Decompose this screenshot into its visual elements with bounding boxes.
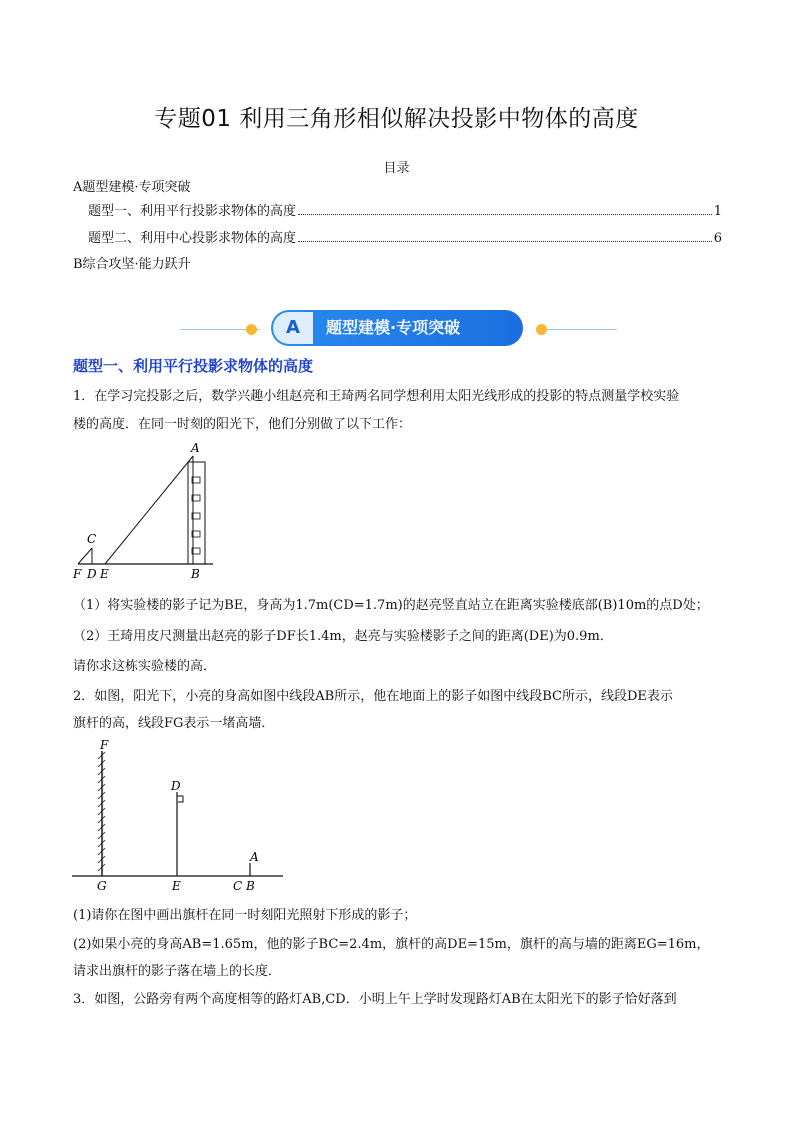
toc-part-b[interactable]: B综合攻坚·能力跃升 xyxy=(73,257,191,272)
page-title: 专题01 利用三角形相似解决投影中物体的高度 xyxy=(154,106,639,132)
label-g: G xyxy=(97,879,107,893)
toc-heading: 目录 xyxy=(383,161,410,176)
banner-left-dot xyxy=(246,324,257,335)
label-c: C xyxy=(87,532,97,546)
label-e: E xyxy=(172,879,181,893)
banner-right-line xyxy=(547,329,617,330)
label-b: B xyxy=(246,879,255,893)
label-f: F xyxy=(73,567,82,581)
problem1-stem-1: 1．在学习完投影之后，数学兴趣小组赵亮和王琦两名同学想利用太阳光线形成的投影的特点测量学校实验 xyxy=(73,389,680,404)
flag xyxy=(177,796,183,802)
problem3-stem-1: 3．如图，公路旁有两个高度相等的路灯AB,CD．小明上午上学时发现路灯AB在太阳光下的影子恰好落到 xyxy=(73,992,677,1007)
label-d: D xyxy=(87,567,97,581)
label-f: F xyxy=(100,738,109,752)
toc-item-page: 6 xyxy=(713,231,722,246)
label-a: A xyxy=(191,441,200,455)
problem2-question-1: (1)请你在图中画出旗杆在同一时刻阳光照射下形成的影子； xyxy=(73,908,417,923)
problem1-question: 请你求这栋实验楼的高． xyxy=(73,659,217,674)
label-e: E xyxy=(100,567,109,581)
sun-ray-ae xyxy=(105,456,193,564)
label-a: A xyxy=(250,850,259,864)
problem1-item-1: （1）将实验楼的影子记为BE，身高为1.7m(CD=1.7m)的赵亮竖直站立在距离实验楼底部(B)10m的点D处； xyxy=(73,598,709,613)
section-banner xyxy=(271,310,523,346)
toc-part-a[interactable]: A题型建模·专项突破 xyxy=(73,180,191,195)
section-title: 题型一、利用平行投影求物体的高度 xyxy=(73,357,314,375)
label-d: D xyxy=(171,779,181,793)
problem1-stem-2: 楼的高度．在同一时刻的阳光下，他们分别做了以下工作： xyxy=(73,417,412,432)
toc-item-page: 1 xyxy=(713,204,722,219)
banner-text: 题型建模·专项突破 xyxy=(326,318,461,337)
figure-flagpole-wall xyxy=(70,735,290,895)
toc-leader-dots xyxy=(298,214,712,215)
banner-right-dot xyxy=(536,324,547,335)
toc-item-label: 题型二、利用中心投影求物体的高度 xyxy=(88,231,297,246)
banner-letter: A xyxy=(273,312,313,344)
problem2-stem-2: 旗杆的高，线段FG表示一堵高墙． xyxy=(73,716,275,731)
problem2-stem-1: 2．如图，阳光下，小亮的身高如图中线段AB所示，他在地面上的影子如图中线段BC所示，线段DE表示 xyxy=(73,689,673,704)
figure-building-shadow xyxy=(70,440,220,582)
toc-item-1[interactable] xyxy=(88,200,722,219)
problem2-question-2: (2)如果小亮的身高AB=1.65m，他的影子BC=2.4m，旗杆的高DE=15m，旗杆的高与墙的距离EG=16m， xyxy=(73,937,710,952)
toc-item-label: 题型一、利用平行投影求物体的高度 xyxy=(88,204,297,219)
problem1-item-2: （2）王琦用皮尺测量出赵亮的影子DF长1.4m，赵亮与实验楼影子之间的距离(DE)为0.9m． xyxy=(73,629,613,644)
toc-item-2[interactable] xyxy=(88,227,722,246)
problem2-question-2-cont: 请求出旗杆的影子落在墙上的长度． xyxy=(73,964,282,979)
label-b: B xyxy=(191,567,200,581)
label-c: C xyxy=(233,879,243,893)
sun-ray-cf xyxy=(78,548,92,564)
toc-leader-dots xyxy=(298,241,712,242)
